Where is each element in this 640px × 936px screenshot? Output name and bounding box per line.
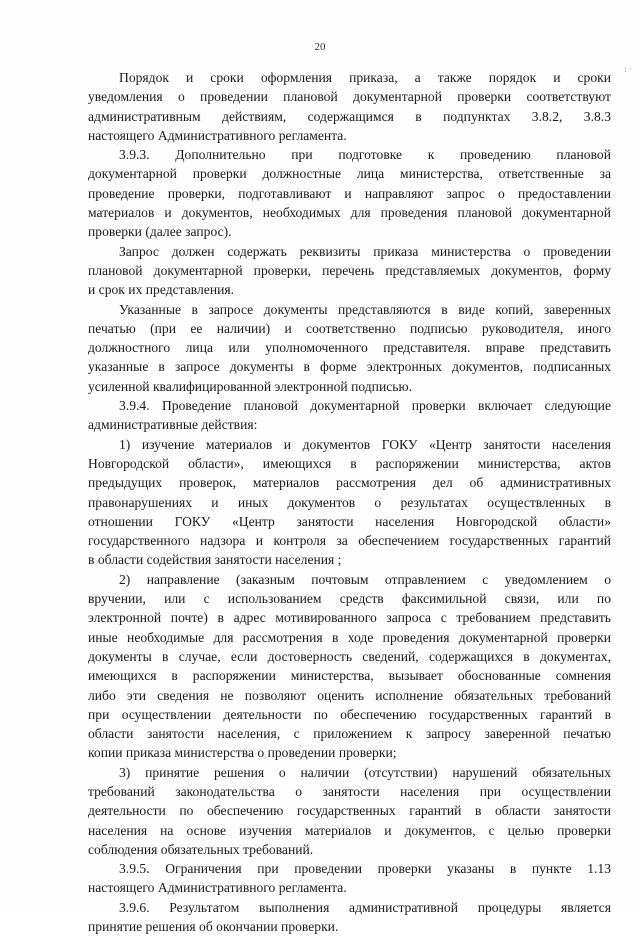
text-line: государственного надзора и контроля за обеспечением государственных гарантий xyxy=(88,533,611,549)
text-line: уведомления о проведении плановой документарной проверки соответствуют xyxy=(88,89,611,105)
text-line: усиленной квалифицированной электронной подписью. xyxy=(88,378,412,394)
text-line: документарной проверки должностные лица министерства, ответственные за xyxy=(88,166,611,182)
text-line: копии приказа министерства о проведении проверки; xyxy=(88,745,397,761)
text-line: 3) принятие решения о наличии (отсутствии) нарушений обязательных xyxy=(119,764,611,780)
text-line: Новгородской области», имеющихся в распоряжении министерства, актов xyxy=(88,455,611,471)
text-line: документы в случае, если достоверность сведений, содержащихся в документах, xyxy=(88,648,611,664)
text-line: настоящего Административного регламента. xyxy=(88,127,347,143)
text-line: печатью (при ее наличии) и соответственно подписью руководителя, иного xyxy=(88,320,611,336)
text-line: правонарушениях и иных документов о результатах осуществленных в xyxy=(88,494,611,510)
margin-mark: : · xyxy=(624,64,632,74)
page-number: 20 xyxy=(314,41,326,53)
text-line: соблюдения обязательных требований. xyxy=(88,841,314,857)
text-line: Запрос должен содержать реквизиты приказа министерства о проведении xyxy=(119,243,611,259)
text-line: настоящего Административного регламента. xyxy=(88,880,347,896)
text-line: требований законодательства о занятости населения при осуществлении xyxy=(88,783,611,799)
text-line: 2) направление (заказным почтовым отправлением с уведомлением о xyxy=(119,571,611,587)
text-line: электронной почте) в адрес мотивированного запроса с требованием представить xyxy=(88,610,611,626)
text-line: иные необходимые для рассмотрения в ходе проведения документарной проверки xyxy=(88,629,611,645)
text-line: либо эти сведения не позволяют оценить исполнение обязательных требований xyxy=(88,687,611,703)
text-line: административные действия: xyxy=(88,417,258,433)
text-line: принятие решения об окончании проверки. xyxy=(88,919,339,935)
text-line: при осуществлении деятельности по обеспечению государственных гарантий в xyxy=(88,706,611,722)
text-line: плановой документарной проверки, перечень представляемых документов, форму xyxy=(88,262,611,278)
text-line: 1) изучение материалов и документов ГОКУ «Центр занятости населения xyxy=(119,436,611,452)
text-line: отношении ГОКУ «Центр занятости населения Новгородской области» xyxy=(88,513,611,529)
text-line: административным действиям, содержащимся в подпунктах 3.8.2, 3.8.3 xyxy=(88,108,611,124)
text-line: Порядок и сроки оформления приказа, а также порядок и сроки xyxy=(119,70,611,85)
text-line: 3.9.4. Проведение плановой документарной проверки включает следующие xyxy=(119,398,611,414)
text-line: указанные в запросе документы в форме электронных документов, подписанных xyxy=(88,359,611,375)
text-line: 3.9.6. Результатом выполнения административной процедуры является xyxy=(119,899,611,915)
text-line: деятельности по обеспечению государственных гарантий в области занятости xyxy=(88,803,611,819)
text-line: материалов и документов, необходимых для проведения плановой документарной xyxy=(88,205,611,221)
text-line: 3.9.3. Дополнительно при подготовке к проведению плановой xyxy=(119,147,611,163)
text-line: области занятости населения, с приложением к запросу заверенной печатью xyxy=(88,726,611,742)
text-line: проведение проверки, подготавливают и направляют запрос о предоставлении xyxy=(88,185,611,201)
text-line: и срок их представления. xyxy=(88,282,235,298)
text-line: должностного лица или уполномоченного представителя. вправе представить xyxy=(88,340,611,356)
body-text xyxy=(88,68,611,936)
text-line: в области содействия занятости населения ; xyxy=(88,552,342,568)
text-line: предыдущих проверок, материалов рассмотрения дел об административных xyxy=(88,475,611,491)
text-line: вручении, или с использованием средств факсимильной связи, или по xyxy=(88,591,611,607)
text-line: проверки (далее запрос). xyxy=(88,224,232,240)
text-line: Указанные в запросе документы представляются в виде копий, заверенных xyxy=(119,301,611,317)
text-line: имеющихся в распоряжении министерства, вызывает обоснованные сомнения xyxy=(88,668,611,684)
text-line: населения на основе изучения материалов и документов, с целью проверки xyxy=(88,822,611,838)
text-line: 3.9.5. Ограничения при проведении проверки указаны в пункте 1.13 xyxy=(119,861,611,877)
